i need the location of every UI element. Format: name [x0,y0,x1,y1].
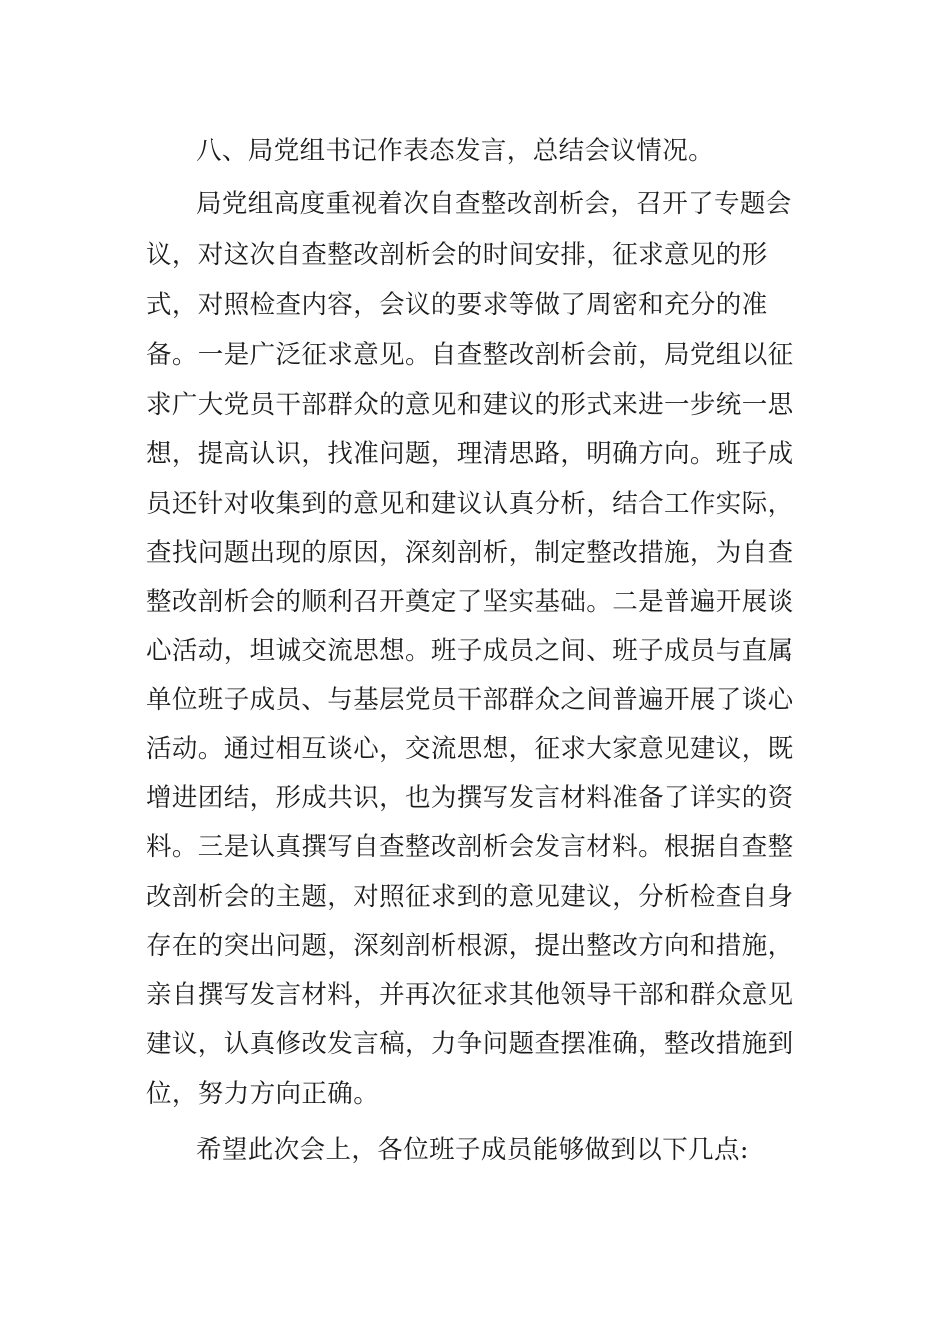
text-line: 式，对照检查内容，会议的要求等做了周密和充分的准 [146,290,768,320]
text-line: 查找问题出现的原因，深刻剖析，制定整改措施，为自查 [146,538,794,568]
text-line: 员还针对收集到的意见和建议认真分析，结合工作实际， [146,489,794,519]
text-line: 单位班子成员、与基层党员干部群众之间普遍开展了谈心 [146,685,794,715]
text-line: 求广大党员干部群众的意见和建议的形式来进一步统一思 [146,390,794,420]
text-line: 局党组高度重视着次自查整改剖析会，召开了专题会 [196,189,792,219]
text-line: 增进团结，形成共识，也为撰写发言材料准备了详实的资 [146,783,794,813]
text-line: 整改剖析会的顺利召开奠定了坚实基础。二是普遍开展谈 [146,587,794,617]
text-line: 八、局党组书记作表态发言，总结会议情况。 [196,136,715,166]
text-line: 心活动，坦诚交流思想。班子成员之间、班子成员与直属 [146,636,794,666]
text-line: 活动。通过相互谈心，交流思想，征求大家意见建议，既 [146,734,794,764]
text-line: 希望此次会上，各位班子成员能够做到以下几点: [196,1135,749,1165]
text-line: 亲自撰写发言材料，并再次征求其他领导干部和群众意见 [146,980,794,1010]
text-line: 想，提高认识，找准问题，理清思路，明确方向。班子成 [146,439,794,469]
text-line: 存在的突出问题，深刻剖析根源，提出整改方向和措施， [146,931,794,961]
text-line: 备。一是广泛征求意见。自查整改剖析会前，局党组以征 [146,340,794,370]
text-line: 建议，认真修改发言稿，力争问题查摆准确，整改措施到 [146,1029,794,1059]
text-line: 改剖析会的主题，对照征求到的意见建议，分析检查自身 [146,882,794,912]
text-line: 料。三是认真撰写自查整改剖析会发言材料。根据自查整 [146,832,794,862]
text-line: 位，努力方向正确。 [146,1079,380,1109]
text-line: 议，对这次自查整改剖析会的时间安排，征求意见的形 [146,240,768,270]
